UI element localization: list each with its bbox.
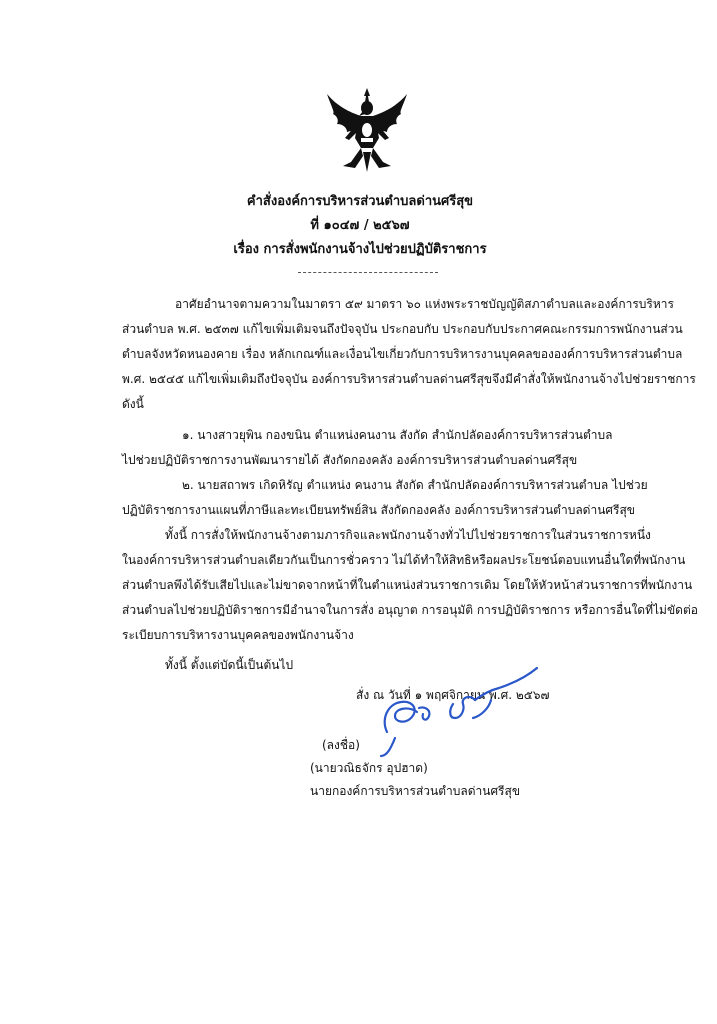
body-line: ส่วนตำบล พ.ศ. ๒๕๓๗ แก้ไขเพิ่มเติมจนถึงปัจจุบัน ประกอบกับ ประกอบกับประกาศคณะกรรมการพนักงานส่วน xyxy=(122,322,683,336)
body-line: ส่วนตำบลไปช่วยปฏิบัติราชการมีอำนาจในการสั่ง อนุญาต การอนุมัติ การปฏิบัติราชการ หรือการอื่นใดที่ไม่ขัดต่อ xyxy=(122,603,698,617)
sign-label: (ลงชื่อ) xyxy=(322,738,360,752)
signer-name: (นายวณิธจักร อุปฮาด) xyxy=(310,761,428,775)
divider xyxy=(298,272,438,273)
document-title: คำสั่งองค์การบริหารส่วนตำบลด่านศรีสุข xyxy=(246,194,474,209)
effective-line: ทั้งนี้ ตั้งแต่บัดนี้เป็นต้นไป xyxy=(165,658,294,672)
body-line: ไปช่วยปฏิบัติราชการงานพัฒนารายได้ สังกัดกองคลัง องค์การบริหารส่วนตำบลด่านศรีสุข xyxy=(122,453,578,467)
body-line: ในองค์การบริหารส่วนตำบลเดียวกันเป็นการชั่วคราว ไม่ได้ทำให้สิทธิหรือผลประโยชน์ตอบแทนอื่นใดที่พนักงาน xyxy=(122,553,686,567)
body-line: ดังนี้ xyxy=(122,397,144,411)
body-line: พ.ศ. ๒๕๔๕ แก้ไขเพิ่มเติมถึงปัจจุบัน องค์การบริหารส่วนตำบลด่านศรีสุขจึงมีคำสั่งให้พนักงานจ้างไปช่วยราชการ xyxy=(122,372,696,386)
body-line: ๒. นายสถาพร เกิดหิรัญ ตำแหน่ง คนงาน สังกัด สำนักปลัดองค์การบริหารส่วนตำบล ไปช่วย xyxy=(182,478,648,492)
body-line: ส่วนตำบลพึงได้รับเสียไปและไม่ขาดจากหน้าที่ในตำแหน่งส่วนราชการเดิม โดยให้หัวหน้าส่วนราชการที่พนักงาน xyxy=(122,578,693,592)
body-line: ปฏิบัติราชการงานแผนที่ภาษีและทะเบียนทรัพย์สิน สังกัดกองคลัง องค์การบริหารส่วนตำบลด่านศรีสุข xyxy=(122,503,635,517)
garuda-emblem xyxy=(323,86,411,176)
signature xyxy=(365,660,550,760)
document-subject: เรื่อง การสั่งพนักงานจ้างไปช่วยปฏิบัติราชการ xyxy=(233,242,487,257)
body-line: ทั้งนี้ การสั่งให้พนักงานจ้างตามภารกิจและพนักงานจ้างทั่วไปไปช่วยราชการในส่วนราชการหนึ่ง xyxy=(165,528,651,542)
document-number: ที่ ๑๐๔๗ / ๒๕๖๗ xyxy=(310,218,410,233)
body-line: ตำบลจังหวัดหนองคาย เรื่อง หลักเกณฑ์และเงื่อนไขเกี่ยวกับการบริหารงานบุคคลขององค์การบริหารส่วนตำบล xyxy=(122,347,683,361)
body-line: ระเบียบการบริหารงานบุคคลของพนักงานจ้าง xyxy=(122,628,354,642)
ordered-date: สั่ง ณ วันที่ ๑ พฤศจิกายน พ.ศ. ๒๕๖๗ xyxy=(356,688,550,702)
signer-position: นายกองค์การบริหารส่วนตำบลด่านศรีสุข xyxy=(310,784,521,798)
body-line: ๑. นางสาวยุพิน กองขนิน ตำแหน่งคนงาน สังกัด สำนักปลัดองค์การบริหารส่วนตำบล xyxy=(182,428,613,442)
body-line: อาศัยอำนาจตามความในมาตรา ๕๙ มาตรา ๖๐ แห่งพระราชบัญญัติสภาตำบลและองค์การบริหาร xyxy=(175,297,674,311)
